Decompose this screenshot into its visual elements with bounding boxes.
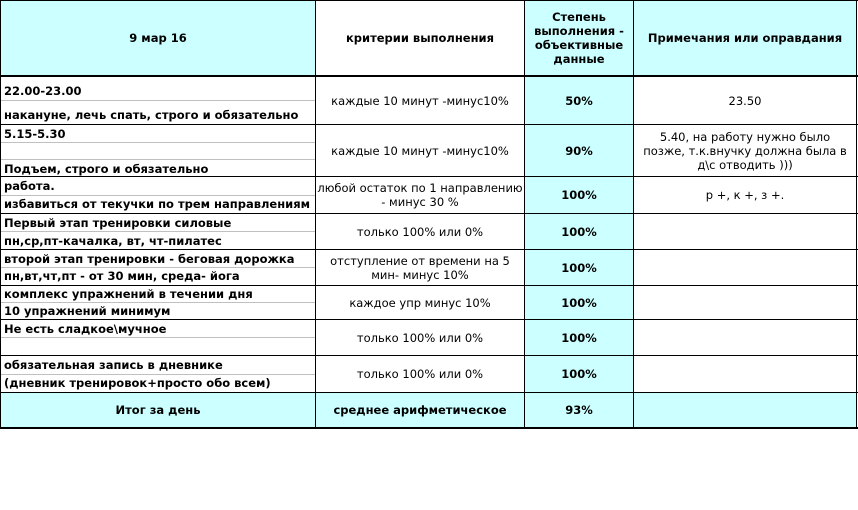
grid-line: [0, 0, 1, 429]
value-cell: 50%: [525, 77, 633, 124]
grid-line: [1, 195, 315, 196]
value-cell: 100%: [525, 286, 633, 319]
grid-line: [0, 392, 858, 393]
criteria-cell: каждое упр минус 10%: [349, 295, 491, 310]
task-subtitle: пн,ср,пт-качалка, вт, чт-пилатес: [4, 234, 222, 248]
criteria-cell: отступление от времени на 5 мин- минус 10%: [330, 253, 510, 282]
task-subtitle: накануне, лечь спать, строго и обязательно: [4, 108, 299, 122]
grid-line: [1, 159, 315, 160]
grid-line: [1, 231, 315, 232]
grid-line: [315, 0, 316, 429]
criteria-cell: каждые 10 минут -минус10%: [331, 143, 509, 158]
grid-line: [0, 0, 858, 1]
note-cell: [634, 356, 856, 392]
total-criteria: среднее арифметическое: [316, 393, 524, 427]
grid-line: [1, 100, 315, 101]
task-title: 22.00-23.00: [4, 84, 82, 98]
total-label: Итог за день: [1, 393, 315, 427]
grid-line: [1, 374, 315, 375]
grid-line: [0, 427, 858, 429]
value-cell: 90%: [525, 125, 633, 176]
grid-line: [0, 213, 858, 214]
header-date: 9 мар 16: [1, 1, 315, 75]
task-subtitle: пн,вт,чт,пт - от 30 мин, среда- йога: [4, 269, 240, 283]
task-subtitle: 10 упражнений минимум: [4, 304, 171, 318]
value-cell: 100%: [525, 250, 633, 285]
criteria-cell: только 100% или 0%: [356, 330, 484, 345]
total-value: 93%: [525, 393, 633, 427]
value-cell: 100%: [525, 177, 633, 213]
task-cell: [1, 125, 315, 176]
grid-line: [856, 0, 857, 429]
value-cell: 100%: [525, 320, 633, 355]
grid-line: [1, 302, 315, 303]
header-criteria: критерии выполнения: [346, 31, 494, 45]
criteria-cell: каждые 10 минут -минус10%: [331, 93, 509, 108]
task-title: 5.15-5.30: [4, 127, 66, 141]
header-notes: Примечания или оправдания: [634, 1, 856, 75]
grid-line: [0, 249, 858, 250]
task-title: Не есть сладкое\мучное: [4, 322, 167, 336]
grid-line: [524, 0, 525, 429]
task-subtitle: (дневник тренировок+просто обо всем): [4, 376, 271, 390]
grid-line: [1, 267, 315, 268]
grid-line: [0, 75, 858, 77]
grid-line: [0, 355, 858, 356]
header-degree: Степень выполнения - объективные данные: [525, 1, 633, 75]
total-note: [634, 393, 856, 427]
grid-line: [0, 176, 858, 177]
task-title: второй этап тренировки - беговая дорожка: [4, 252, 295, 266]
task-subtitle: избавиться от текучки по трем направлениям: [4, 197, 310, 211]
criteria-cell: только 100% или 0%: [356, 224, 484, 239]
task-subtitle: Подъем, строго и обязательно: [4, 162, 209, 176]
grid-line: [633, 0, 634, 429]
value-cell: 100%: [525, 356, 633, 392]
grid-line: [0, 319, 858, 320]
task-title: работа.: [4, 179, 55, 193]
criteria-cell: только 100% или 0%: [356, 367, 484, 381]
grid-line: [1, 337, 315, 338]
note-cell: 23.50: [728, 93, 762, 108]
task-title: Первый этап тренировки силовые: [4, 216, 232, 230]
note-cell: [634, 214, 856, 249]
grid-line: [1, 142, 315, 143]
grid-line: [0, 285, 858, 286]
note-cell: [634, 250, 856, 285]
task-title: обязательная запись в дневнике: [4, 358, 223, 372]
note-cell: р +, к +, з +.: [705, 188, 785, 202]
criteria-cell: любой остаток по 1 направлению - минус 30 %: [317, 181, 523, 209]
note-cell: [634, 286, 856, 319]
note-cell: 5.40, на работу нужно было позже, т.к.внучку должна была в д\с отводить ))): [643, 129, 847, 172]
grid-line: [0, 124, 858, 125]
note-cell: [634, 320, 856, 355]
value-cell: 100%: [525, 214, 633, 249]
task-title: комплекс упражнений в течении дня: [4, 287, 253, 301]
